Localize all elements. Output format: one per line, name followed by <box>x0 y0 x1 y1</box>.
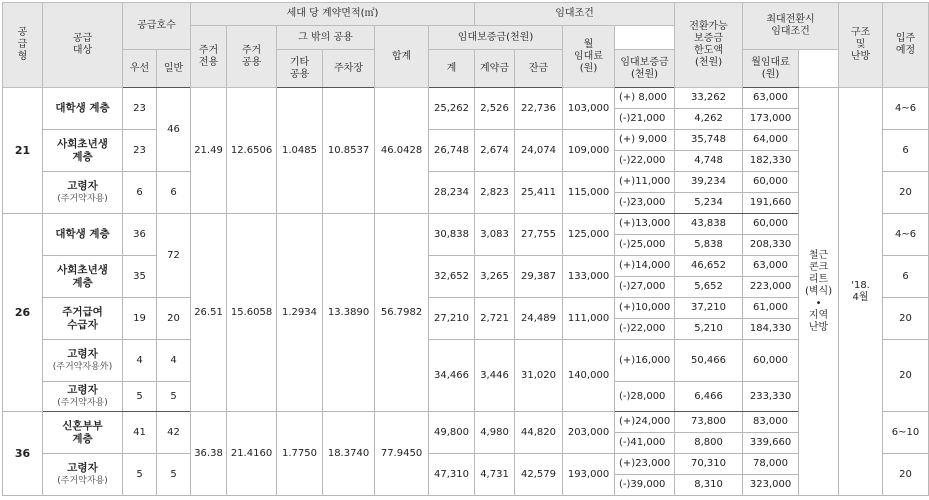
rental-supply-table <box>2 2 929 496</box>
header-rent: 임대조건 <box>475 3 675 26</box>
deposit-balance-cell: 31,020 <box>515 340 563 412</box>
max-deposit-cell: 73,800 <box>675 412 743 433</box>
deposit-total-cell: 49,800 <box>429 412 475 454</box>
deposit-total-cell: 30,838 <box>429 214 475 256</box>
header-area-common: 주거 공용 <box>227 26 277 88</box>
target-name: 사회초년생 계층 <box>57 137 108 163</box>
general-units-cell: 4 <box>157 340 191 382</box>
monthly-rent-cell: 140,000 <box>563 340 615 412</box>
deposit-contract-cell: 2,721 <box>475 298 515 340</box>
max-period-cell: 20 <box>883 298 929 340</box>
convertible-cell: (-)25,000 <box>615 235 675 256</box>
area-other-cell: 1.2934 <box>277 214 323 412</box>
max-rent-cell: 191,660 <box>743 193 799 214</box>
target-cell <box>43 298 123 340</box>
convertible-cell: (-)21,000 <box>615 109 675 130</box>
target-cell <box>43 214 123 256</box>
deposit-balance-cell: 27,755 <box>515 214 563 256</box>
deposit-total-cell: 26,748 <box>429 130 475 172</box>
max-rent-cell: 184,330 <box>743 319 799 340</box>
monthly-rent-cell: 109,000 <box>563 130 615 172</box>
target-name: 고령자 <box>67 384 98 396</box>
max-period-cell: 20 <box>883 454 929 496</box>
max-deposit-cell: 37,210 <box>675 298 743 319</box>
max-rent-cell: 223,000 <box>743 277 799 298</box>
priority-units-cell: 41 <box>123 412 157 454</box>
deposit-balance-cell: 44,820 <box>515 412 563 454</box>
convertible-cell: (-)39,000 <box>615 475 675 496</box>
target-name: 고령자 <box>67 180 98 192</box>
monthly-rent-cell: 115,000 <box>563 172 615 214</box>
max-deposit-cell: 8,310 <box>675 475 743 496</box>
max-rent-cell: 339,660 <box>743 433 799 454</box>
structure-cell: 철근 콘크 리트 (벽식) • 지역 난방 <box>799 88 839 496</box>
convertible-cell: (-)22,000 <box>615 151 675 172</box>
target-cell <box>43 172 123 214</box>
max-period-cell: 6 <box>883 130 929 172</box>
max-deposit-cell: 4,262 <box>675 109 743 130</box>
max-deposit-cell: 4,748 <box>675 151 743 172</box>
header-units: 공급호수 <box>123 3 191 50</box>
convertible-cell: (+)16,000 <box>615 340 675 382</box>
max-period-cell: 20 <box>883 340 929 412</box>
area-exclusive-cell: 26.51 <box>191 214 227 412</box>
deposit-contract-cell: 2,823 <box>475 172 515 214</box>
priority-units-cell: 5 <box>123 454 157 496</box>
deposit-balance-cell: 29,387 <box>515 256 563 298</box>
header-area-other-common: 그 밖의 공용 <box>277 26 375 50</box>
deposit-contract-cell: 4,731 <box>475 454 515 496</box>
max-period-cell: 6~10 <box>883 412 929 454</box>
monthly-rent-cell: 193,000 <box>563 454 615 496</box>
max-rent-cell: 78,000 <box>743 454 799 475</box>
header-area-exclusive: 주거 전용 <box>191 26 227 88</box>
max-deposit-cell: 8,800 <box>675 433 743 454</box>
max-deposit-cell: 6,466 <box>675 382 743 412</box>
header-max-conversion: 최대전환시 임대조건 <box>743 3 839 50</box>
target-name: 신혼부부 계층 <box>62 419 103 445</box>
area-other-cell: 1.7750 <box>277 412 323 496</box>
target-cell <box>43 130 123 172</box>
convertible-cell: (+)11,000 <box>615 172 675 193</box>
max-deposit-cell: 43,838 <box>675 214 743 235</box>
header-supply-target: 공급 대상 <box>43 3 123 88</box>
deposit-balance-cell: 25,411 <box>515 172 563 214</box>
general-units-cell: 6 <box>157 172 191 214</box>
deposit-total-cell: 25,262 <box>429 88 475 130</box>
monthly-rent-cell: 125,000 <box>563 214 615 256</box>
max-deposit-cell: 5,652 <box>675 277 743 298</box>
max-deposit-cell: 46,652 <box>675 256 743 277</box>
header-structure: 구조 및 난방 <box>839 3 883 88</box>
max-deposit-cell: 5,210 <box>675 319 743 340</box>
area-exclusive-cell: 36.38 <box>191 412 227 496</box>
general-units-cell: 5 <box>157 454 191 496</box>
max-deposit-cell: 33,262 <box>675 88 743 109</box>
max-deposit-cell: 39,234 <box>675 172 743 193</box>
max-rent-cell: 182,330 <box>743 151 799 172</box>
header-monthly-rent: 월 임대료 (원) <box>563 26 615 88</box>
max-period-cell: 6 <box>883 256 929 298</box>
header-deposit: 임대보증금(천원) <box>429 26 563 50</box>
area-total-cell: 46.0428 <box>375 88 429 214</box>
supply-type-cell: 26 <box>3 214 43 412</box>
convertible-cell: (+)13,000 <box>615 214 675 235</box>
area-other-cell: 1.0485 <box>277 88 323 214</box>
target-subtitle: (주거약자용) <box>57 194 108 204</box>
priority-units-cell: 5 <box>123 382 157 412</box>
move-in-cell: '18. 4월 <box>839 88 883 496</box>
deposit-contract-cell: 2,674 <box>475 130 515 172</box>
max-deposit-cell: 50,466 <box>675 340 743 382</box>
header-deposit-total: 계 <box>429 50 475 88</box>
target-subtitle: (주거약자용) <box>57 476 108 486</box>
general-units-cell: 46 <box>157 88 191 172</box>
general-units-cell: 72 <box>157 214 191 298</box>
deposit-total-cell: 28,234 <box>429 172 475 214</box>
area-exclusive-cell: 21.49 <box>191 88 227 214</box>
max-deposit-cell: 70,310 <box>675 454 743 475</box>
max-rent-cell: 63,000 <box>743 88 799 109</box>
header-convertible: 전환가능 보증금 한도액 (천원) <box>675 3 743 88</box>
general-units-cell: 5 <box>157 382 191 412</box>
header-deposit-balance: 잔금 <box>515 50 563 88</box>
header-area-other: 기타 공용 <box>277 50 323 88</box>
target-name: 고령자 <box>67 462 98 474</box>
deposit-total-cell: 32,652 <box>429 256 475 298</box>
convertible-cell: (-)23,000 <box>615 193 675 214</box>
convertible-cell: (+) 8,000 <box>615 88 675 109</box>
deposit-contract-cell: 2,526 <box>475 88 515 130</box>
max-rent-cell: 64,000 <box>743 130 799 151</box>
table-header <box>3 3 929 88</box>
area-parking-cell: 18.3740 <box>323 412 375 496</box>
max-rent-cell: 61,000 <box>743 298 799 319</box>
header-supply-type: 공 급 형 <box>3 3 43 88</box>
priority-units-cell: 35 <box>123 256 157 298</box>
general-units-cell: 42 <box>157 412 191 454</box>
header-max-deposit: 임대보증금 (천원) <box>615 50 675 88</box>
target-name: 사회초년생 계층 <box>57 263 108 289</box>
deposit-total-cell: 34,466 <box>429 340 475 412</box>
header-move-in: 입주 예정 <box>883 3 929 88</box>
target-subtitle: (주거약자용外) <box>52 362 113 372</box>
deposit-contract-cell: 3,083 <box>475 214 515 256</box>
max-deposit-cell: 35,748 <box>675 130 743 151</box>
table-body <box>3 88 929 496</box>
target-cell <box>43 256 123 298</box>
convertible-cell: (+)23,000 <box>615 454 675 475</box>
max-rent-cell: 83,000 <box>743 412 799 433</box>
deposit-contract-cell: 3,265 <box>475 256 515 298</box>
deposit-balance-cell: 42,579 <box>515 454 563 496</box>
convertible-cell: (+) 9,000 <box>615 130 675 151</box>
target-name: 고령자 <box>67 348 98 360</box>
target-subtitle: (주거약자용) <box>57 398 108 408</box>
area-total-cell: 56.7982 <box>375 214 429 412</box>
max-rent-cell: 60,000 <box>743 172 799 193</box>
header-units-priority: 우선 <box>123 50 157 88</box>
header-area-parking: 주차장 <box>323 50 375 88</box>
max-rent-cell: 60,000 <box>743 340 799 382</box>
priority-units-cell: 6 <box>123 172 157 214</box>
deposit-contract-cell: 3,446 <box>475 340 515 412</box>
area-parking-cell: 10.8537 <box>323 88 375 214</box>
priority-units-cell: 4 <box>123 340 157 382</box>
max-deposit-cell: 5,234 <box>675 193 743 214</box>
priority-units-cell: 23 <box>123 88 157 130</box>
target-cell <box>43 382 123 412</box>
deposit-total-cell: 27,210 <box>429 298 475 340</box>
header-area-total: 합계 <box>375 26 429 88</box>
target-cell <box>43 412 123 454</box>
priority-units-cell: 36 <box>123 214 157 256</box>
header-deposit-contract: 계약금 <box>475 50 515 88</box>
convertible-cell: (+)10,000 <box>615 298 675 319</box>
max-period-cell: 20 <box>883 172 929 214</box>
convertible-cell: (-)28,000 <box>615 382 675 412</box>
target-name: 주거급여 수급자 <box>62 305 103 331</box>
max-deposit-cell: 5,838 <box>675 235 743 256</box>
max-rent-cell: 323,000 <box>743 475 799 496</box>
convertible-cell: (+)24,000 <box>615 412 675 433</box>
area-parking-cell: 13.3890 <box>323 214 375 412</box>
header-units-general: 일반 <box>157 50 191 88</box>
max-rent-cell: 173,000 <box>743 109 799 130</box>
target-cell <box>43 340 123 382</box>
deposit-total-cell: 47,310 <box>429 454 475 496</box>
deposit-balance-cell: 24,489 <box>515 298 563 340</box>
deposit-balance-cell: 22,736 <box>515 88 563 130</box>
priority-units-cell: 23 <box>123 130 157 172</box>
max-period-cell: 4~6 <box>883 88 929 130</box>
target-name: 대학생 계층 <box>55 228 110 240</box>
convertible-cell: (-)41,000 <box>615 433 675 454</box>
convertible-cell: (+)14,000 <box>615 256 675 277</box>
max-rent-cell: 63,000 <box>743 256 799 277</box>
area-common-cell: 12.6506 <box>227 88 277 214</box>
max-rent-cell: 208,330 <box>743 235 799 256</box>
header-area: 세대 당 계약면적(㎡) <box>191 3 475 26</box>
convertible-cell: (-)22,000 <box>615 319 675 340</box>
header-max-rent: 월임대료 (원) <box>743 50 799 88</box>
area-total-cell: 77.9450 <box>375 412 429 496</box>
general-units-cell: 20 <box>157 298 191 340</box>
deposit-balance-cell: 24,074 <box>515 130 563 172</box>
deposit-contract-cell: 4,980 <box>475 412 515 454</box>
convertible-cell: (-)27,000 <box>615 277 675 298</box>
monthly-rent-cell: 111,000 <box>563 298 615 340</box>
target-cell <box>43 454 123 496</box>
supply-type-cell: 36 <box>3 412 43 496</box>
max-rent-cell: 60,000 <box>743 214 799 235</box>
supply-type-cell: 21 <box>3 88 43 214</box>
area-common-cell: 21.4160 <box>227 412 277 496</box>
monthly-rent-cell: 103,000 <box>563 88 615 130</box>
monthly-rent-cell: 133,000 <box>563 256 615 298</box>
max-rent-cell: 233,330 <box>743 382 799 412</box>
monthly-rent-cell: 203,000 <box>563 412 615 454</box>
max-period-cell: 4~6 <box>883 214 929 256</box>
target-cell <box>43 88 123 130</box>
target-name: 대학생 계층 <box>55 102 110 114</box>
priority-units-cell: 19 <box>123 298 157 340</box>
area-common-cell: 15.6058 <box>227 214 277 412</box>
